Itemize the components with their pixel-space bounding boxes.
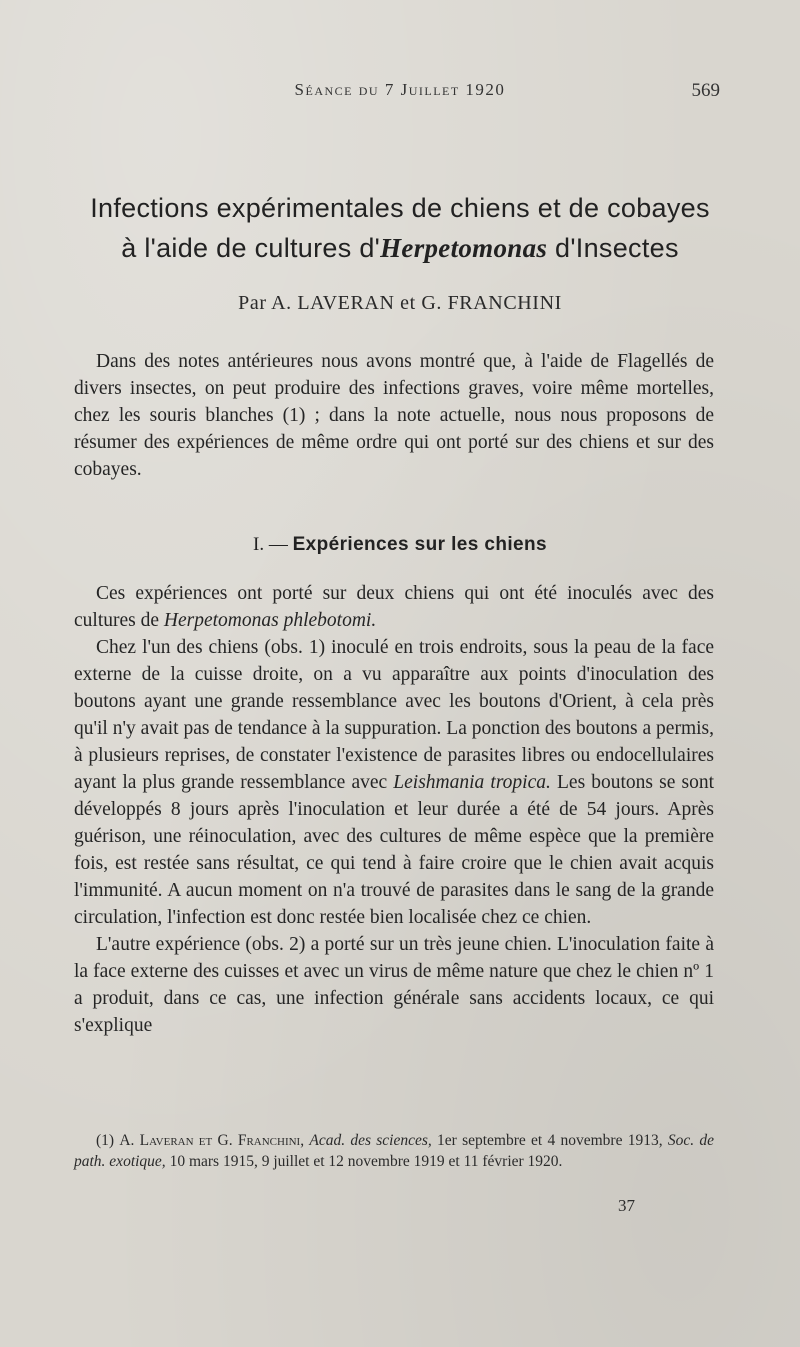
title-suffix: d'Insectes bbox=[547, 233, 679, 263]
running-head bbox=[60, 80, 740, 110]
footnote-dates: 1er septembre et 4 novembre 1913, bbox=[431, 1132, 668, 1149]
paragraph-1 bbox=[74, 580, 714, 634]
footnote-dates: 10 mars 1915, 9 juillet et 12 novembre 1919 et 11 février 1920. bbox=[165, 1153, 563, 1170]
page-number: 569 bbox=[691, 80, 720, 101]
paragraph-2-text-a: Chez l'un des chiens (obs. 1) inoculé en trois endroits, sous la peau de la face externe de la cuisse droite, on a vu apparaître aux points d'inoculation des boutons ayant une grande ressemblance avec les boutons d'Orient, à cela près qu'il n'y avait pas de tendance à la suppuration. La ponction des boutons a permis, à plusieurs reprises, de constater l'existence de parasites libres ou endocellulaires ayant la plus grande ressemblance avec bbox=[74, 637, 714, 793]
section-heading bbox=[60, 534, 740, 556]
section-body bbox=[74, 580, 714, 1039]
paragraph-2-text-b: Les boutons se sont développés 8 jours après l'inoculation et leur durée a été de 54 jours. Après guérison, une réinoculation, avec des cultures de même espèce que la première fois, est restée sans résultat, ce qui tend à faire croire que le chien avait acquis l'immunité. A aucun moment on n'a trouvé de parasites dans le sang de la grande circulation, l'infection est donc restée bien localisée chez ce chien. bbox=[74, 772, 714, 928]
byline: Par A. LAVERAN et G. FRANCHINI bbox=[238, 292, 562, 314]
paragraph-3: L'autre expérience (obs. 2) a porté sur un très jeune chien. L'inoculation faite à la face externe des cuisses et avec un virus de même nature que chez le chien nº 1 a produit, dans ce cas, une infection générale sans accidents locaux, ce qui s'explique bbox=[74, 934, 714, 1036]
section-title: Expériences sur les chiens bbox=[292, 534, 547, 555]
section-dash: — bbox=[264, 534, 293, 555]
intro-paragraph bbox=[74, 348, 714, 483]
species-name: Leishmania tropica. bbox=[393, 772, 551, 793]
footnote-marker: (1) bbox=[96, 1132, 120, 1149]
paragraph-2 bbox=[74, 634, 714, 931]
footnote-ref: Acad. des sciences, bbox=[309, 1132, 432, 1149]
footnote-authors: A. Laveran et G. Franchini, bbox=[119, 1132, 310, 1149]
signature-mark: 37 bbox=[618, 1196, 635, 1215]
intro-text: Dans des notes antérieures nous avons montré que, à l'aide de Flagellés de divers insectes, on peut produire des infections graves, voire même mortelles, chez les souris blanches (1) ; dans la note actuelle, nous nous proposons de résumer des expériences de même ordre qui ont porté sur des chiens et sur des cobayes. bbox=[74, 351, 714, 480]
running-head-title: Séance du 7 Juillet 1920 bbox=[294, 80, 506, 99]
species-name: Herpetomonas phlebotomi. bbox=[163, 610, 377, 631]
article-title bbox=[40, 188, 760, 268]
footnote-ref: Soc. de path. exotique, bbox=[74, 1132, 715, 1170]
footnote-text bbox=[74, 1130, 714, 1172]
article-title-line-1: Infections expérimentales de chiens et de cobayes bbox=[90, 193, 710, 223]
footnote bbox=[74, 1130, 714, 1172]
article-title-line-2 bbox=[40, 228, 760, 268]
title-prefix: à l'aide de cultures d' bbox=[121, 233, 381, 263]
paragraph-1-text: Ces expériences ont porté sur deux chiens qui ont été inoculés avec des cultures de bbox=[74, 583, 714, 631]
section-number: I. bbox=[253, 534, 265, 555]
title-genus: Herpetomonas bbox=[380, 233, 548, 263]
